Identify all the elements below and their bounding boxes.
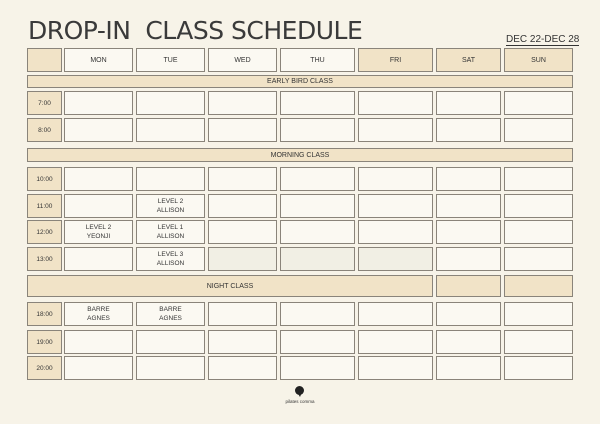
slot-mon-1900	[64, 330, 133, 354]
slot-thu-1900	[280, 330, 355, 354]
class-teacher: ALLISON	[156, 233, 185, 240]
slot-fri-1100	[358, 194, 433, 218]
class-teacher: AGNES	[87, 315, 110, 322]
slot-thu-0800	[280, 118, 355, 142]
slot-sun-1300	[504, 247, 573, 271]
slot-wed-2000	[208, 356, 277, 380]
time-cell-1900: 19:00	[27, 330, 62, 354]
slot-sat-1900	[436, 330, 501, 354]
slot-mon-2000	[64, 356, 133, 380]
slot-fri-1200	[358, 220, 433, 244]
section-band-early-bird: EARLY BIRD CLASS	[27, 75, 573, 88]
slot-sat-1300	[436, 247, 501, 271]
slot-tue-1000	[136, 167, 205, 191]
slot-thu-1000	[280, 167, 355, 191]
slot-tue-1200	[136, 220, 205, 244]
page-title: DROP-IN CLASS SCHEDULE	[28, 16, 363, 45]
day-header-tue: TUE	[136, 48, 205, 72]
time-cell-1300: 13:00	[27, 247, 62, 271]
class-teacher: AGNES	[159, 315, 182, 322]
slot-mon-1200	[64, 220, 133, 244]
class-teacher: ALLISON	[156, 260, 185, 267]
slot-fri-1300	[358, 247, 433, 271]
section-band-night-sun	[504, 275, 573, 297]
day-header-thu: THU	[280, 48, 355, 72]
slot-sat-2000	[436, 356, 501, 380]
class-name: LEVEL 1	[157, 224, 184, 231]
section-band-night: NIGHT CLASS	[27, 275, 433, 297]
slot-sat-0800	[436, 118, 501, 142]
slot-sat-1200	[436, 220, 501, 244]
slot-thu-1100	[280, 194, 355, 218]
slot-thu-1800	[280, 302, 355, 326]
slot-sun-0700	[504, 91, 573, 115]
class-teacher: YEONJI	[86, 233, 111, 240]
section-band-night-sat	[436, 275, 501, 297]
time-cell-1000: 10:00	[27, 167, 62, 191]
slot-sat-1000	[436, 167, 501, 191]
time-cell-1800: 18:00	[27, 302, 62, 326]
day-header-sat: SAT	[436, 48, 501, 72]
slot-tue-1100	[136, 194, 205, 218]
slot-sun-1100	[504, 194, 573, 218]
class-name: BARRE	[159, 306, 182, 313]
slot-sun-0800	[504, 118, 573, 142]
slot-mon-1100	[64, 194, 133, 218]
slot-mon-1300	[64, 247, 133, 271]
slot-wed-1800	[208, 302, 277, 326]
slot-wed-1100	[208, 194, 277, 218]
slot-wed-1300	[208, 247, 277, 271]
slot-wed-1000	[208, 167, 277, 191]
slot-sat-1100	[436, 194, 501, 218]
slot-fri-1800	[358, 302, 433, 326]
time-cell-1100: 11:00	[27, 194, 62, 218]
slot-sun-1800	[504, 302, 573, 326]
slot-thu-0700	[280, 91, 355, 115]
slot-fri-0800	[358, 118, 433, 142]
day-header-sun: SUN	[504, 48, 573, 72]
slot-thu-1200	[280, 220, 355, 244]
day-header-fri: FRI	[358, 48, 433, 72]
slot-thu-2000	[280, 356, 355, 380]
slot-thu-1300	[280, 247, 355, 271]
slot-tue-1900	[136, 330, 205, 354]
slot-wed-1900	[208, 330, 277, 354]
class-name: LEVEL 2	[85, 224, 112, 231]
slot-sun-2000	[504, 356, 573, 380]
day-header-wed: WED	[208, 48, 277, 72]
class-name: LEVEL 2	[157, 198, 184, 205]
slot-tue-1300	[136, 247, 205, 271]
slot-fri-1000	[358, 167, 433, 191]
slot-sun-1200	[504, 220, 573, 244]
day-header-mon: MON	[64, 48, 133, 72]
comma-logo-tail	[297, 392, 302, 397]
slot-wed-0800	[208, 118, 277, 142]
slot-mon-0800	[64, 118, 133, 142]
slot-tue-1800	[136, 302, 205, 326]
slot-mon-1800	[64, 302, 133, 326]
slot-tue-0700	[136, 91, 205, 115]
slot-sat-1800	[436, 302, 501, 326]
class-name: LEVEL 3	[157, 251, 184, 258]
brand-name: pilates comma	[285, 399, 315, 404]
slot-fri-0700	[358, 91, 433, 115]
slot-tue-2000	[136, 356, 205, 380]
time-cell-2000: 20:00	[27, 356, 62, 380]
slot-mon-1000	[64, 167, 133, 191]
time-cell-0800: 8:00	[27, 118, 62, 142]
slot-sat-0700	[436, 91, 501, 115]
header-corner-cell	[27, 48, 62, 72]
slot-sun-1900	[504, 330, 573, 354]
section-band-morning: MORNING CLASS	[27, 148, 573, 162]
slot-tue-0800	[136, 118, 205, 142]
slot-wed-0700	[208, 91, 277, 115]
date-range: DEC 22-DEC 28	[506, 34, 580, 45]
slot-mon-0700	[64, 91, 133, 115]
slot-sun-1000	[504, 167, 573, 191]
class-name: BARRE	[87, 306, 110, 313]
time-cell-0700: 7:00	[27, 91, 62, 115]
class-teacher: ALLISON	[156, 207, 185, 214]
slot-wed-1200	[208, 220, 277, 244]
time-cell-1200: 12:00	[27, 220, 62, 244]
slot-fri-2000	[358, 356, 433, 380]
slot-fri-1900	[358, 330, 433, 354]
